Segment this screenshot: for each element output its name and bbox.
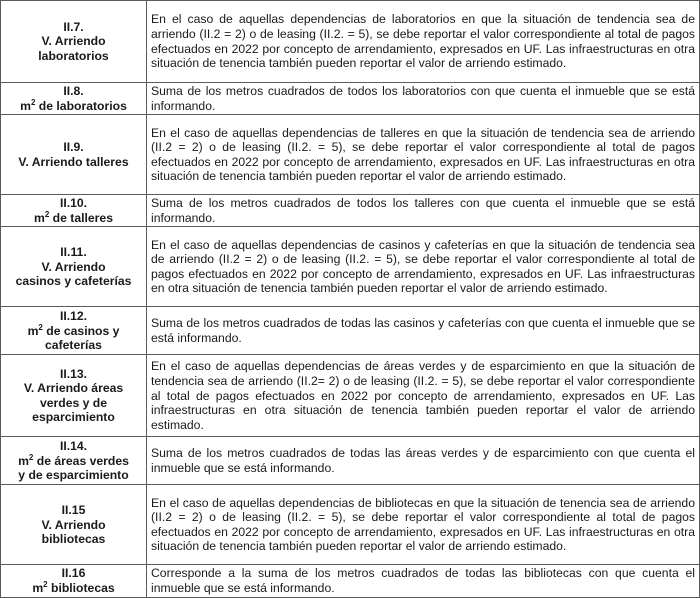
variable-code: II.15 xyxy=(61,502,86,517)
variable-code-cell xyxy=(1,195,147,227)
table-row xyxy=(1,83,700,115)
variable-description: En el caso de aquellas dependencias de casinos y cafeterías en que la situación de tendencia sea de arriendo (II.2 = 2) o de leasing (II.2. = 5), se debe reportar el valor correspondiente al total de pagos efectuados en 2022 por concepto de arrendamiento, expresados en UF. Las infraestructuras en otra situación de tenencia también pueden reportar el valor de arriendo estimado. xyxy=(147,227,700,307)
variable-name-line: laboratorios xyxy=(38,48,109,63)
variable-code: II.8. xyxy=(63,84,84,98)
variable-name-line: bibliotecas xyxy=(41,532,106,547)
variable-code: II.13. xyxy=(59,366,88,381)
variable-description: Suma de los metros cuadrados de todas las casinos y cafeterías con que cuenta el inmueble que se está informando. xyxy=(147,307,700,355)
variable-name-line: y de esparcimiento xyxy=(18,468,129,483)
table-row xyxy=(1,565,700,597)
table-row xyxy=(1,355,700,437)
variable-name-line: casinos y cafeterías xyxy=(15,274,132,289)
table-row xyxy=(1,307,700,355)
variable-code-cell xyxy=(1,565,147,597)
variable-code-cell xyxy=(1,485,147,565)
variable-name-line: verdes y de xyxy=(39,395,108,410)
variable-description: Suma de los metros cuadrados de todas las áreas verdes y de esparcimiento con que cuenta el inmueble que se está informando. xyxy=(147,437,700,485)
table-row xyxy=(1,195,700,227)
variable-description: Corresponde a la suma de los metros cuadrados de todas las bibliotecas con que cuenta el inmueble que se está informando. xyxy=(147,565,700,597)
variable-code: II.10. xyxy=(59,196,88,211)
variable-code-cell xyxy=(1,355,147,437)
variable-code-cell xyxy=(1,437,147,485)
variable-code: II.11. xyxy=(60,244,87,259)
variable-description: Suma de los metros cuadrados de todos los laboratorios con que cuenta el inmueble que se está informando. xyxy=(147,83,700,115)
variable-name-line: V. Arriendo xyxy=(41,517,106,532)
variable-name-line: V. Arriendo áreas xyxy=(23,381,124,396)
variable-code-cell xyxy=(1,1,147,83)
variable-description: En el caso de aquellas dependencias de bibliotecas en que la situación de tenencia sea de arriendo (II.2 = 2) o de leasing (II.2. = 5), se debe reportar el valor correspondiente al total de pagos efectuados en 2022 por concepto de arrendamiento, expresados en UF. Las infraestructuras en otra situación de tenencia también pueden reportar el valor de arriendo estimado. xyxy=(147,485,700,565)
variable-code: II.14. xyxy=(59,438,88,453)
variable-name-line: $m^2$ de laboratorios xyxy=(20,97,127,113)
table-row xyxy=(1,485,700,565)
variable-name-line: $m^2$ de casinos y xyxy=(27,322,120,338)
variable-name-line: $m^2$ de áreas verdes xyxy=(18,452,129,468)
variable-description: Suma de los metros cuadrados de todos los talleres con que cuenta el inmueble que se está informando. xyxy=(147,195,700,227)
variable-code-cell xyxy=(1,307,147,355)
variable-code: II.16 xyxy=(61,566,86,581)
variable-name-line: V. Arriendo xyxy=(41,34,106,49)
variable-description: En el caso de aquellas dependencias de áreas verdes y de esparcimiento en que la situación de tendencia sea de arriendo (II.2= 2) o de leasing (II.2. = 5), se debe reportar el valor correspondiente al total de pagos efectuados en 2022 por concepto de arrendamiento, expresados en UF. Las infraestructuras en otra situación de tenencia también pueden reportar el valor de arriendo estimado. xyxy=(147,355,700,437)
variable-name-line: V. Arriendo xyxy=(41,259,106,274)
variable-name-line: $m^2$ de talleres xyxy=(34,209,113,225)
variable-name-line: esparcimiento xyxy=(32,410,115,425)
variable-code-cell xyxy=(1,83,147,115)
variable-name-line: V. Arriendo talleres xyxy=(18,154,129,169)
table-row xyxy=(1,115,700,195)
table-row xyxy=(1,437,700,485)
variable-code: II.12. xyxy=(59,308,88,323)
variable-name-line: $m^2$ bibliotecas xyxy=(32,579,115,595)
variable-code: II.7. xyxy=(63,19,84,34)
variable-code-cell xyxy=(1,115,147,195)
variable-code-cell xyxy=(1,227,147,307)
variable-name-line: cafeterías xyxy=(45,338,102,353)
variable-description: En el caso de aquellas dependencias de laboratorios en que la situación de tendencia sea de arriendo (II.2 = 2) o de leasing (II.2. = 5), se debe reportar el valor correspondiente al total de pagos efectuados en 2022 por concepto de arrendamiento, expresados en UF. Las infraestructuras en otra situación de tenencia también pueden reportar el valor de arriendo estimado. xyxy=(147,1,700,83)
table-row xyxy=(1,227,700,307)
table-row xyxy=(1,1,700,83)
variable-code: II.9. xyxy=(63,140,84,155)
variable-description: En el caso de aquellas dependencias de talleres en que la situación de tendencia sea de arriendo (II.2 = 2) o de leasing (II.2. = 5), se debe reportar el valor correspondiente al total de pagos efectuados en 2022 por concepto de arrendamiento, expresados en UF. Las infraestructuras en otra situación de tenencia también pueden reportar el valor de arriendo estimado. xyxy=(147,115,700,195)
